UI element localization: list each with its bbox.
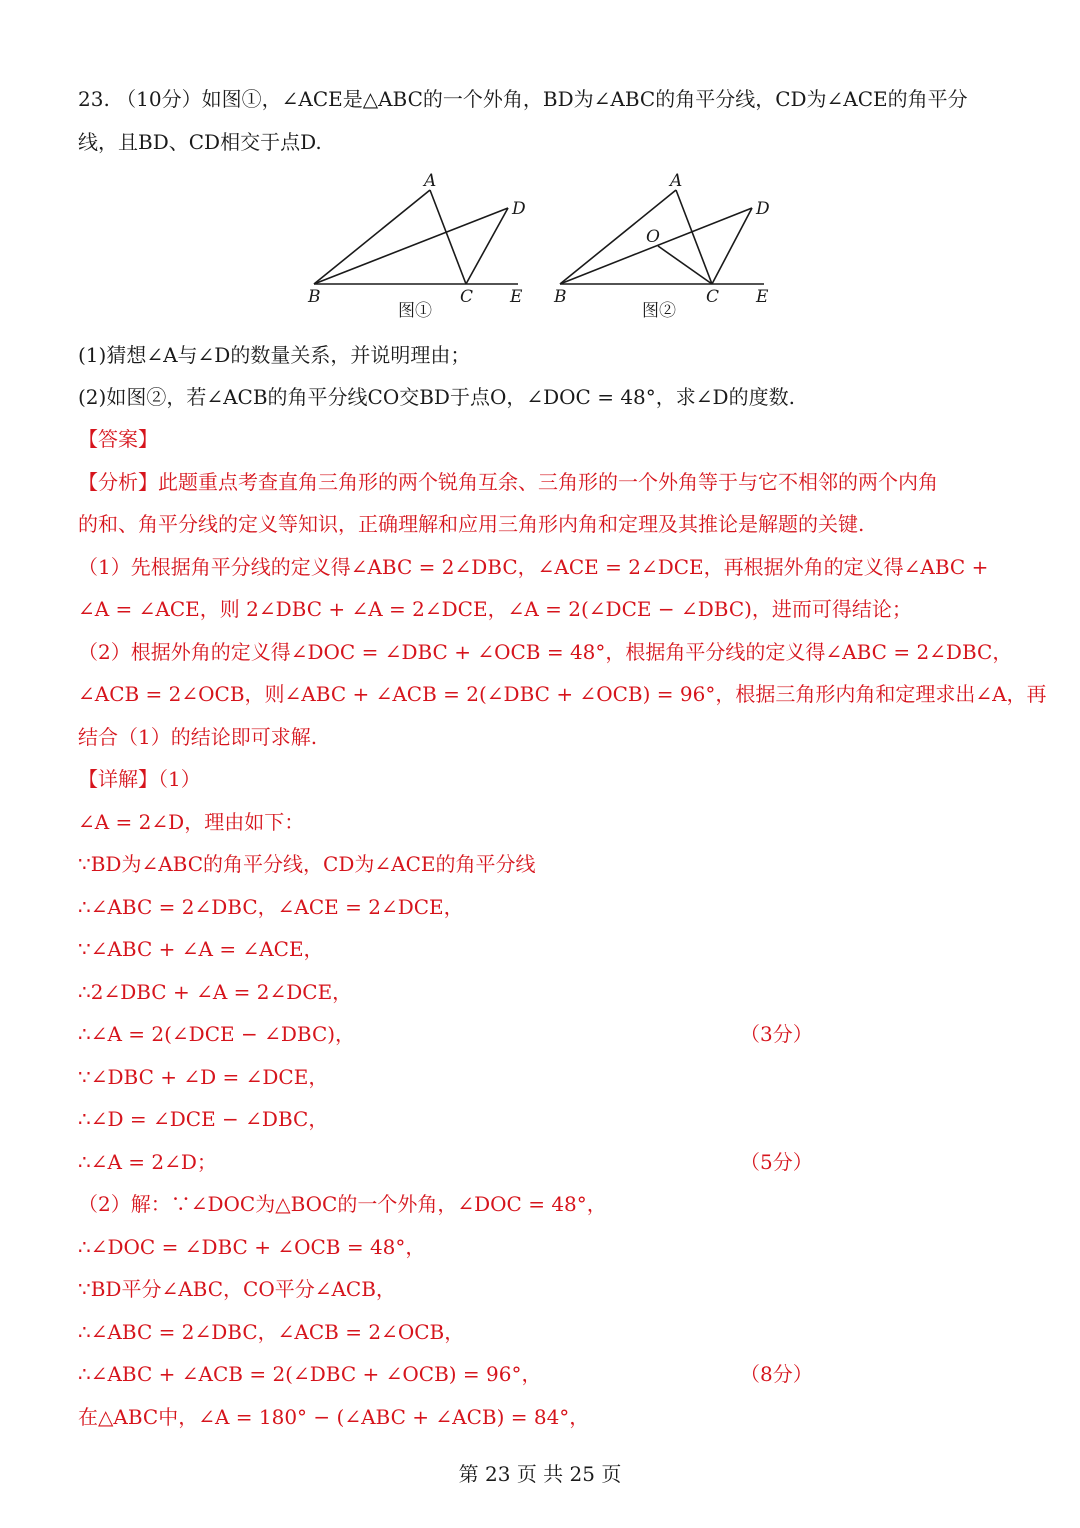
fig2-label-B: B [554,287,567,307]
fig1-label-E: E [510,287,523,307]
fig2-label-O: O [646,227,660,247]
page-footer: 第 23 页 共 25 页 [458,1462,622,1486]
figure-1 [314,190,518,284]
fig2-line-AC [676,190,712,284]
fig1-label-D: D [512,199,526,219]
detail-step-7: ∵∠DBC + ∠D = ∠DCE， [78,1065,329,1089]
detail-step-2: ∵BD为∠ABC的角平分线，CD为∠ACE的角平分线 [78,852,536,876]
figure-2 [560,190,764,284]
detail-step-13: ∴∠ABC = 2∠DBC，∠ACB = 2∠OCB， [78,1320,465,1344]
fig1-line-BA [314,190,430,284]
fig2-label-D: D [756,199,770,219]
analysis-line-6: ∠ACB = 2∠OCB，则∠ABC + ∠ACB = 2(∠DBC + ∠OCB) = 96°，根据三角形内角和定理求出∠A，再 [78,682,1047,706]
analysis-line-3: （1）先根据角平分线的定义得∠ABC = 2∠DBC，∠ACE = 2∠DCE，再根据外角的定义得∠ABC + [78,555,989,579]
question-line-1: 23. （10分）如图①，∠ACE是△ABC的一个外角，BD为∠ABC的角平分线，CD为∠ACE的角平分 [78,87,968,111]
fig2-label-A: A [670,171,683,191]
detail-step-14: ∴∠ABC + ∠ACB = 2(∠DBC + ∠OCB) = 96°， [78,1362,542,1386]
fig1-label-C: C [460,287,474,307]
answer-label: 【答案】 [78,427,158,451]
question-part-2: (2)如图②，若∠ACB的角平分线CO交BD于点O，∠DOC = 48°，求∠D的度数. [78,385,795,409]
score-3: （3分） [740,1022,813,1046]
detail-step-6: ∴∠A = 2(∠DCE − ∠DBC)， [78,1022,356,1046]
detail-step-15: 在△ABC中，∠A = 180° − (∠ABC + ∠ACB) = 84°， [78,1405,590,1429]
fig2-label-C: C [706,287,720,307]
score-8: （8分） [740,1362,813,1386]
fig1-label-B: B [308,287,321,307]
analysis-line-1: 【分析】此题重点考查直角三角形的两个锐角互余、三角形的一个外角等于与它不相邻的两个内角 [78,470,938,494]
detail-header: 【详解】（1） [78,767,201,791]
detail-step-9: ∴∠A = 2∠D； [78,1150,217,1174]
fig1-line-DC [466,208,508,284]
detail-step-1: ∠A = 2∠D，理由如下： [78,810,305,834]
geometry-figures [300,168,780,328]
analysis-line-4: ∠A = ∠ACE，则 2∠DBC + ∠A = 2∠DCE，∠A = 2(∠DCE − ∠DBC)，进而可得结论； [78,597,912,621]
fig2-caption: 图② [642,301,676,321]
detail-step-12: ∵BD平分∠ABC，CO平分∠ACB， [78,1277,396,1301]
fig2-label-E: E [756,287,769,307]
detail-step-11: ∴∠DOC = ∠DBC + ∠OCB = 48°， [78,1235,426,1259]
analysis-line-5: （2）根据外角的定义得∠DOC = ∠DBC + ∠OCB = 48°，根据角平分线的定义得∠ABC = 2∠DBC， [78,640,1013,664]
analysis-line-7: 结合（1）的结论即可求解. [78,725,318,749]
score-5: （5分） [740,1150,813,1174]
detail-step-4: ∵∠ABC + ∠A = ∠ACE， [78,937,324,961]
figures-svg [300,168,780,328]
fig1-caption: 图① [398,301,432,321]
detail-step-10: （2）解：∵∠DOC为△BOC的一个外角，∠DOC = 48°， [78,1192,607,1216]
fig1-label-A: A [424,171,437,191]
analysis-line-2: 的和、角平分线的定义等知识，正确理解和应用三角形内角和定理及其推论是解题的关键. [78,512,865,536]
fig2-line-DC [712,208,752,284]
detail-step-3: ∴∠ABC = 2∠DBC，∠ACE = 2∠DCE， [78,895,464,919]
fig1-line-BD [314,208,508,284]
question-part-1: (1)猜想∠A与∠D的数量关系，并说明理由； [78,343,471,367]
question-line-2: 线，且BD、CD相交于点D. [78,130,322,154]
detail-step-8: ∴∠D = ∠DCE − ∠DBC， [78,1107,329,1131]
detail-step-5: ∴2∠DBC + ∠A = 2∠DCE， [78,980,353,1004]
